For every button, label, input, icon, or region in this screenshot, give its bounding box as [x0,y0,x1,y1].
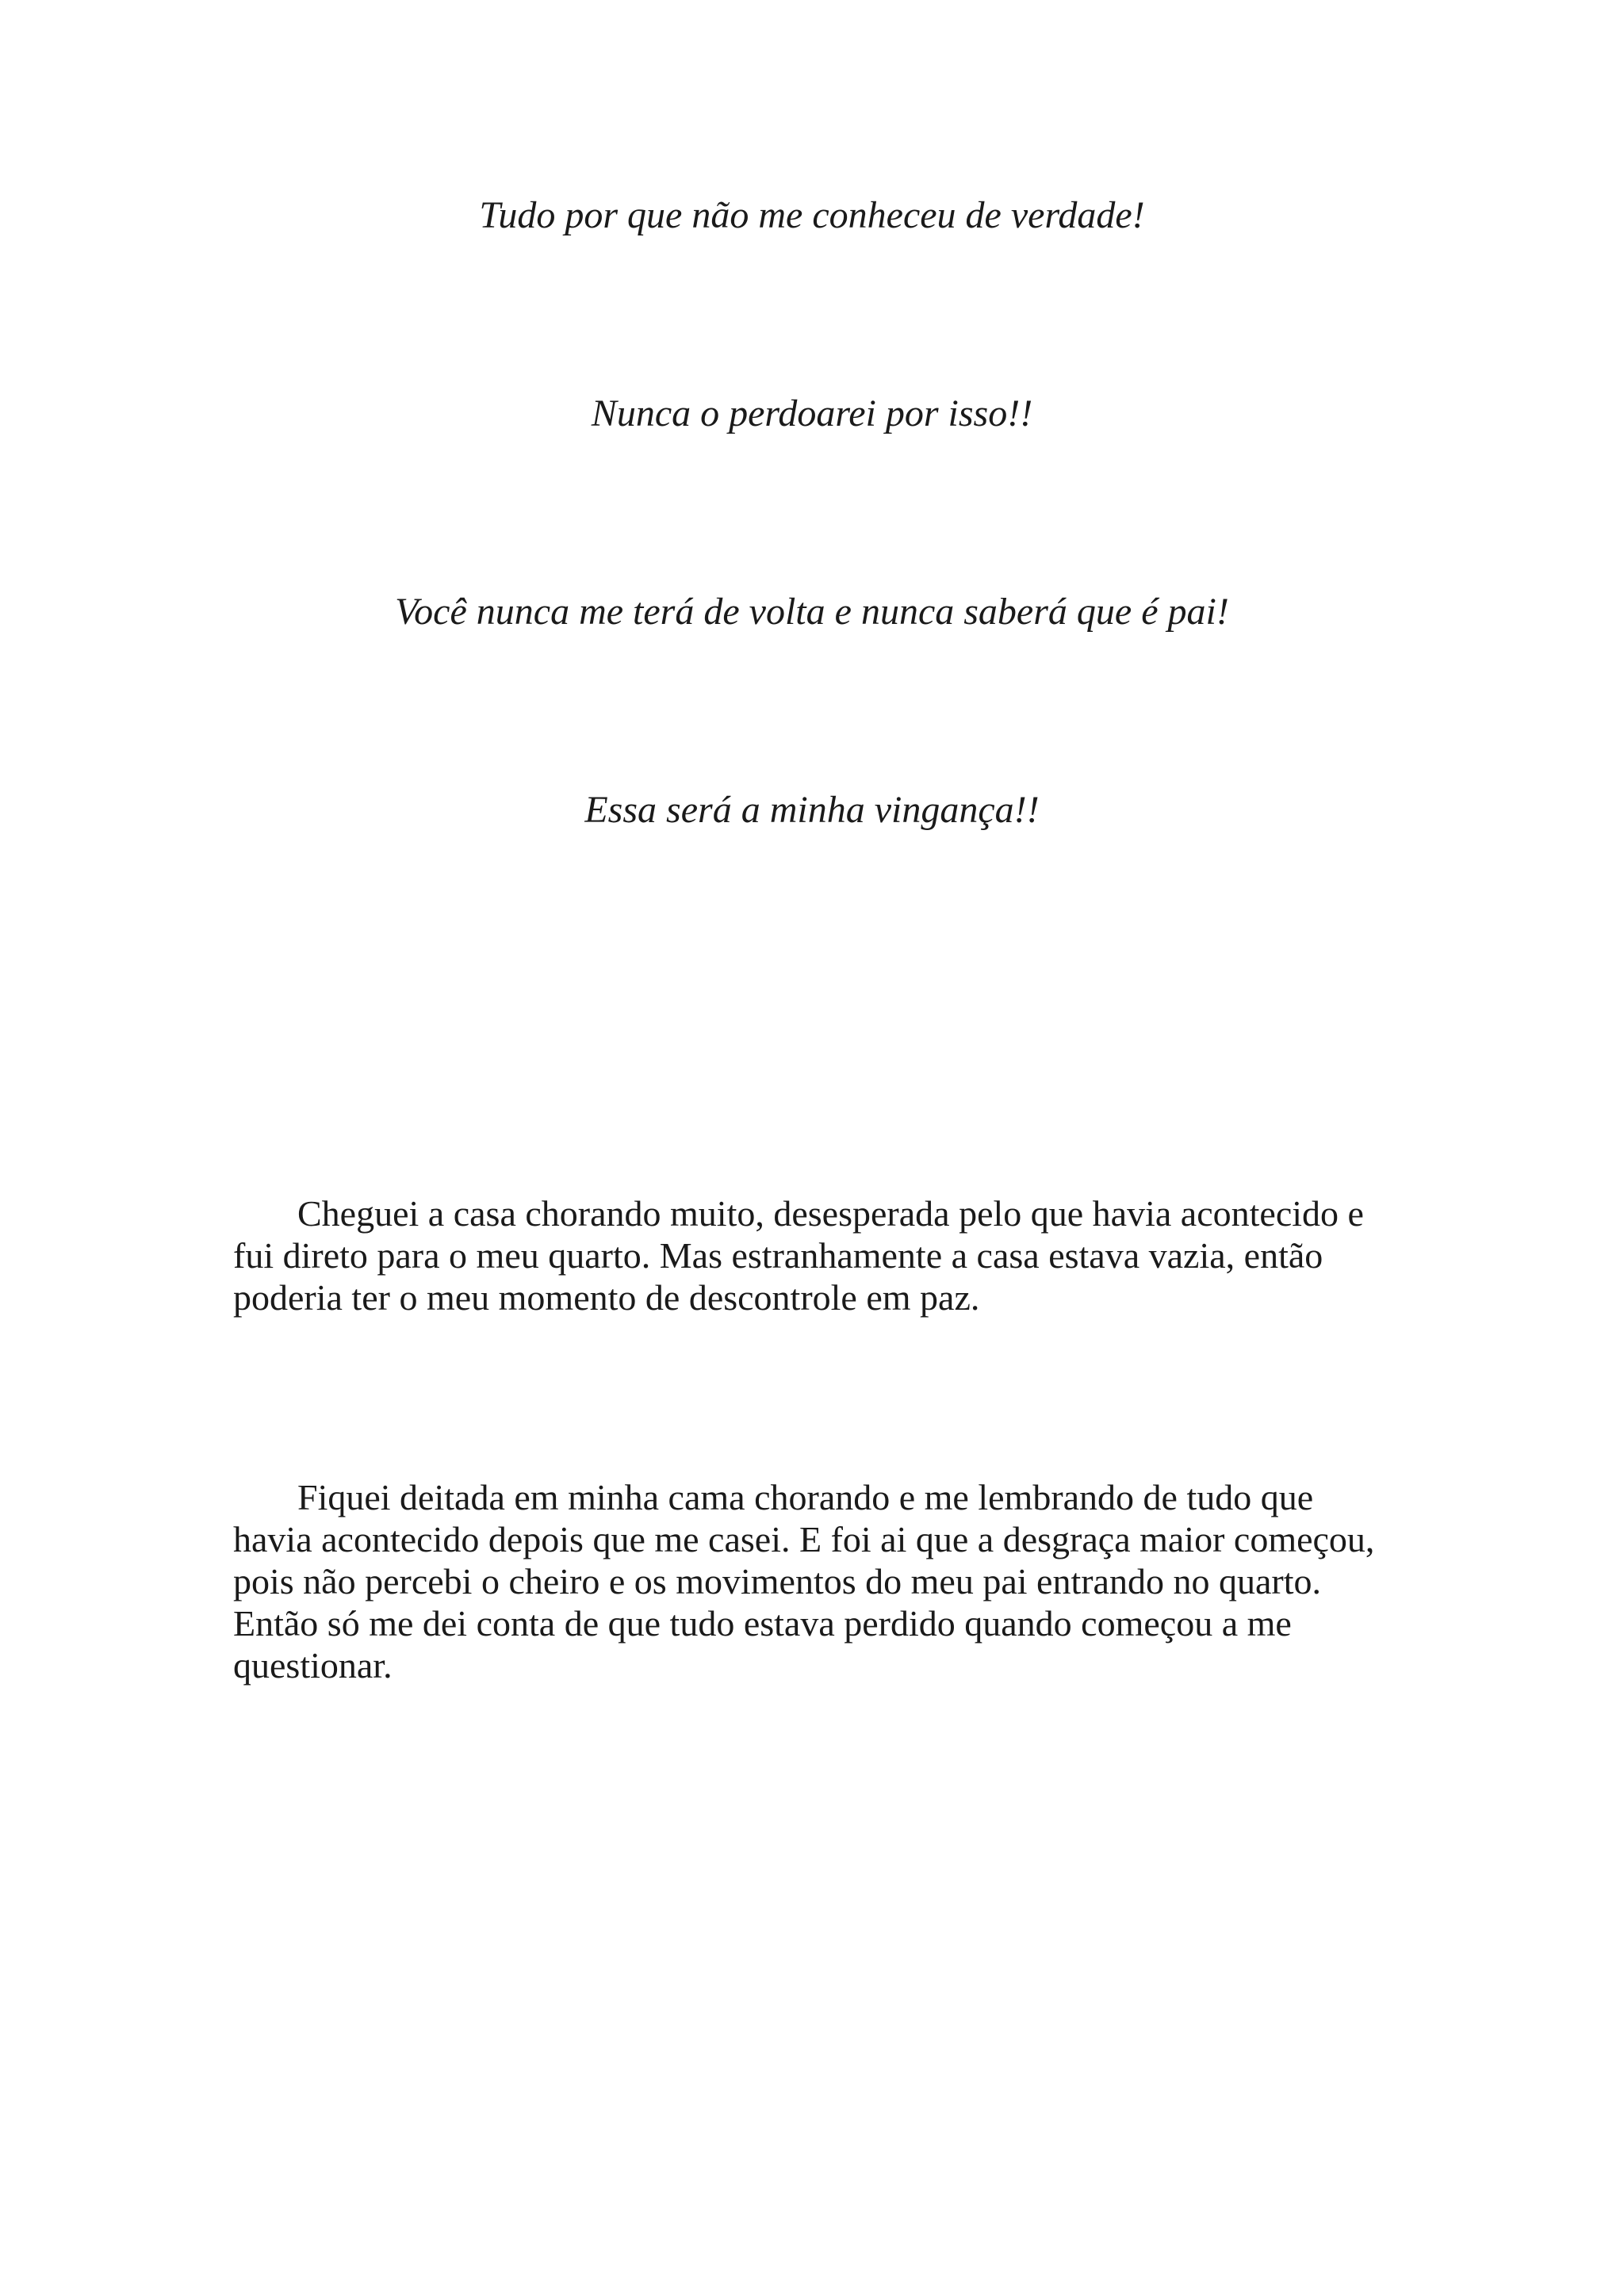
verse-line: Essa será a minha vingança!! [584,789,1040,831]
paragraph-line: Cheguei a casa chorando muito, desesperada pelo que havia acontecido e [297,1193,1364,1234]
verse-line: Você nunca me terá de volta e nunca saberá que é pai! [395,591,1229,633]
paragraph-line: poderia ter o meu momento de descontrole em paz. [233,1277,980,1318]
verse-line: Nunca o perdoarei por isso!! [591,392,1033,434]
paragraph-line: Então só me dei conta de que tudo estava perdido quando começou a me [233,1603,1292,1644]
paragraph [233,1476,1407,1686]
paragraph-line: fui direto para o meu quarto. Mas estranhamente a casa estava vazia, então [233,1235,1323,1276]
paragraph-line: pois não percebi o cheiro e os movimentos do meu pai entrando no quarto. [233,1561,1321,1601]
paragraph-line: Fiquei deitada em minha cama chorando e me lembrando de tudo que [297,1477,1314,1517]
paragraph-line: questionar. [233,1645,393,1686]
paragraph [233,1192,1407,1318]
paragraph-line: havia acontecido depois que me casei. E foi ai que a desgraça maior começou, [233,1519,1375,1559]
verse-line: Tudo por que não me conheceu de verdade! [479,194,1145,236]
